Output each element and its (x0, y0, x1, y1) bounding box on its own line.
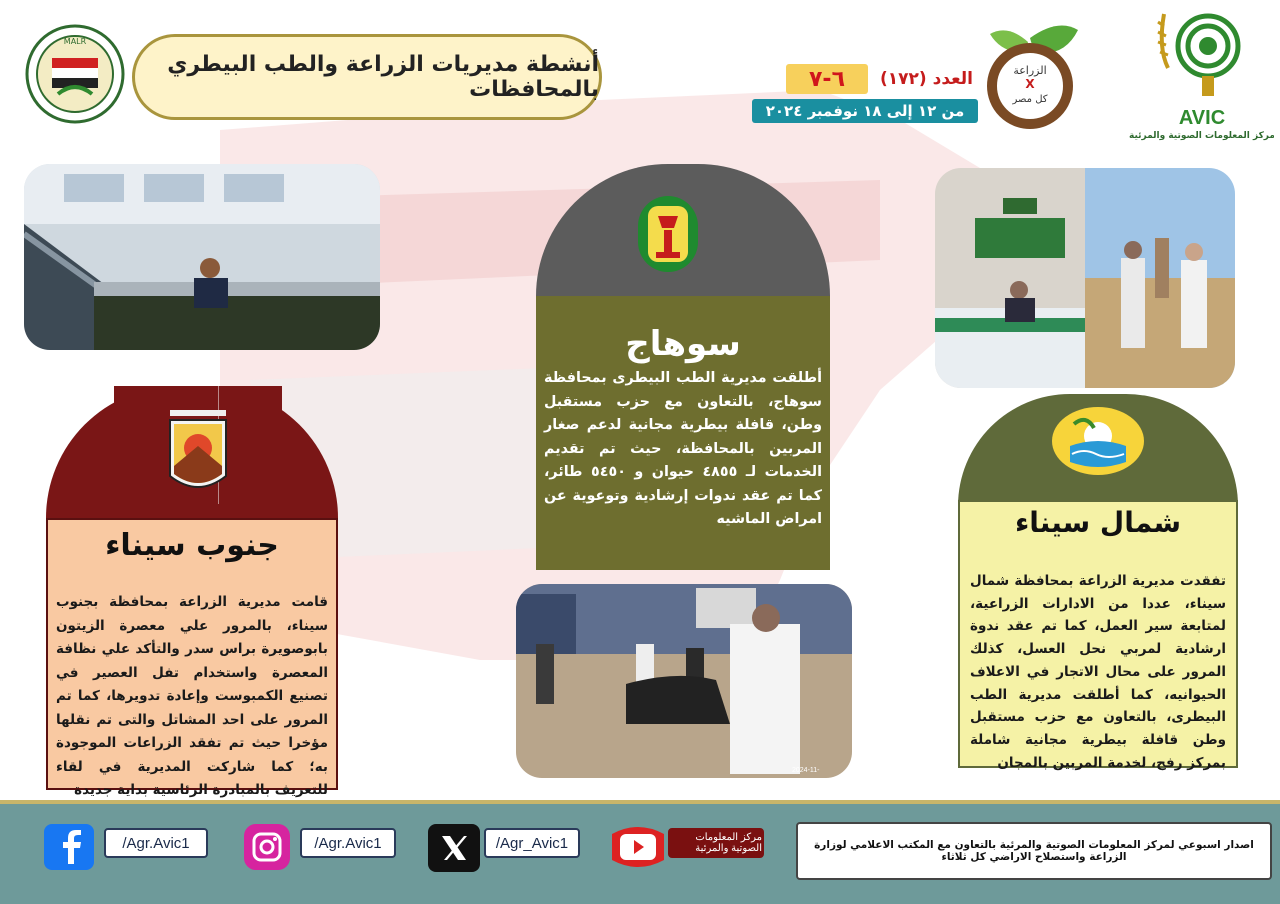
zeraa-logo-top: الزراعة (1013, 64, 1047, 77)
malr-logo-text: MALR (63, 37, 87, 46)
sohag-emblem (636, 194, 700, 276)
north-sinai-card (958, 394, 1238, 771)
facebook-handle-link[interactable]: /Agr.Avic1 (104, 828, 208, 858)
zeraa-logo-x: X (1025, 77, 1035, 91)
south-sinai-emblem (114, 386, 282, 504)
avic-logo (1128, 8, 1274, 142)
zeraa-logo-bottom: كل مصر (1012, 94, 1048, 105)
zeraa-kol-masr-logo (978, 20, 1082, 132)
issue-number: العدد (١٧٢) (880, 69, 973, 89)
north-sinai-text: تفقدت مديرية الزراعة بمحافظة شمال سيناء، عددا من الادارات الزراعية، لمتابعة سير العمل، كما تم عقد ندوة ارشادية لمربي نحل العسل، كذلك المرور على محال الاتجار في الاعلاف الحيوانيه، كما أطلقت مديرية الطب البيطرى، بالتعاون مع حزب مستقبل وطن قافلة بيطرية مجانية شاملة بمركز رفح، لخدمة المربين بالمجان (970, 573, 1226, 771)
photo-timestamp: 2024-11- (792, 767, 820, 774)
instagram-icon[interactable] (236, 824, 298, 870)
youtube-channel-link[interactable]: مركز المعلومات الصوتية والمرئية (668, 828, 764, 858)
page-title-banner (132, 34, 602, 120)
sohag-convoy-photo (516, 584, 852, 778)
sohag-text: أطلقت مديرية الطب البيطرى بمحافظة سوهاج، بالتعاون مع حزب مستقبل وطن، قافلة بيطرية مجانية لدعم صغار المربين بالمحافظة، حيث تم تقديم الخدمات لـ ٤٨٥٥ حيوان و ٥٤٥٠ طائر، كما تم عقد ندوات إرشادية وتوعوية عن امراض الماشيه (544, 370, 822, 527)
avic-logo-caption: مركز المعلومات الصوتية والمرئية (1129, 131, 1274, 141)
issue-code: ٦-٧ (786, 64, 868, 94)
facebook-icon[interactable] (38, 824, 102, 870)
north-sinai-title: شمال سيناء (1014, 506, 1182, 539)
page-title: أنشطة مديريات الزراعة والطب البيطري بالمحافظات (167, 52, 599, 102)
sohag-card (536, 164, 830, 570)
issue-date-range: من ١٢ إلى ١٨ نوفمبر ٢٠٢٤ (752, 99, 978, 123)
x-icon[interactable] (424, 824, 484, 870)
malr-logo (22, 24, 128, 124)
south-sinai-card (46, 386, 338, 798)
south-sinai-title: جنوب سيناء (105, 528, 279, 563)
south-sinai-text: قامت مديرية الزراعة بمحافظة بجنوب سيناء، بالمرور علي معصرة الزيتون بابوصويرة براس سدر والتأكد علي نظافة المعصرة واستخدام تفل العصير في تصنيع الكمبوست وإعادة تدويرها، كما تم المرور على احد المشاتل والتى تم نقلها مؤخرا حيث تم تفقد الزراعات الموجودة به؛ كما شاركت المديرية في لقاء للتعريف بالمبادرة الرئاسية بداية جديدة (56, 594, 328, 798)
olive-press-photo (24, 164, 380, 350)
instagram-handle-link[interactable]: /Agr.Avic1 (300, 828, 396, 858)
youtube-icon[interactable] (606, 824, 670, 870)
footer-disclaimer: اصدار اسبوعي لمركز المعلومات الصوتية والمرئية بالتعاون مع المكتب الاعلامي لوزارة الزراعة واستصلاح الاراضي كل ثلاثاء (796, 822, 1272, 880)
x-handle-link[interactable]: /Agr_Avic1 (484, 828, 580, 858)
avic-logo-text: AVIC (1178, 107, 1226, 129)
north-sinai-emblem (1050, 406, 1146, 476)
sohag-title: سوهاج (625, 324, 741, 364)
north-sinai-activities-photo (935, 168, 1235, 388)
